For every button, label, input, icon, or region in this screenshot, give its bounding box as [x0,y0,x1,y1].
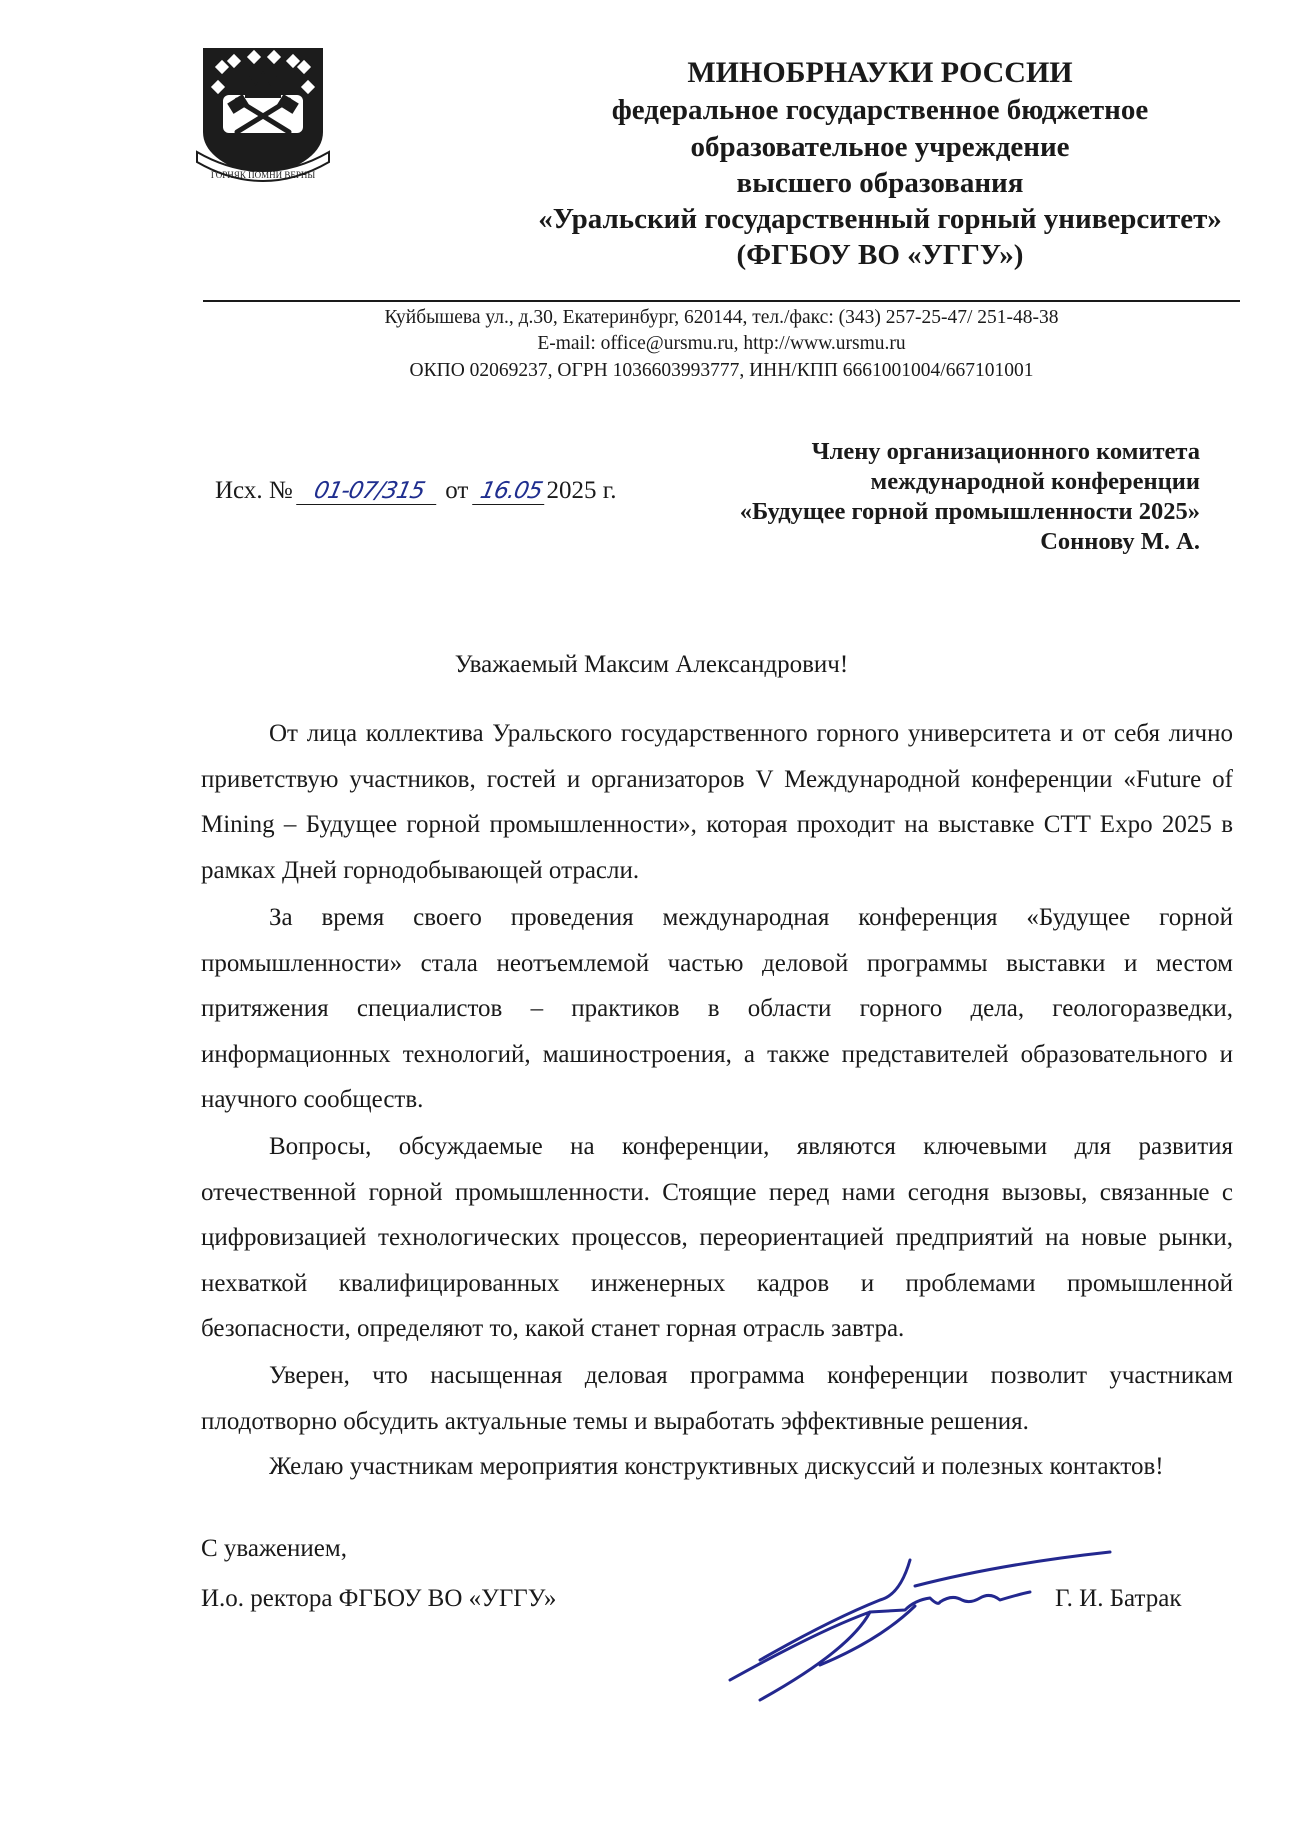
outgoing-label: Исх. № [215,477,293,504]
registration-codes-line: ОКПО 02069237, ОГРН 1036603993777, ИНН/КПП 6661001004/667101001 [409,360,1034,381]
body-paragraph: Вопросы, обсуждаемые на конференции, являются ключевыми для развития отечественной горной промышленности. Стоящие перед нами сегодня вызовы, связанные с цифровизацией технологических процессов, переориентацией предприятий на новые рынки, нехваткой квалифицированных инженерных кадров и проблемами промышленной безопасности, определяют то, какой станет горная отрасль завтра. [201,1133,1233,1342]
body-paragraph: От лица коллектива Уральского государственного горного университета и от себя лично приветствую участников, гостей и организаторов V Международной конференции «Future of Mining – Будущее горной промышленности», которая проходит на выставке CTT Expo 2025 в рамках Дней горнодобывающей отрасли. [201,720,1233,884]
body-paragraph: За время своего проведения международная конференция «Будущее горной промышленности» стала неотъемлемой частью деловой программы выставки и местом притяжения специалистов – практиков в области горного дела, геологоразведки, информационных технологий, машиностроения, а также представителей образовательного и научного сообществ. [201,904,1233,1113]
outgoing-year: 2025 г. [546,477,617,504]
body-paragraph: Уверен, что насыщенная деловая программа конференции позволит участникам плодотворно обсудить актуальные темы и выработать эффективные решения. [201,1362,1233,1435]
recipient-name: Соннову М. А. [1040,528,1200,555]
closing-regards: С уважением, [201,1535,347,1562]
handwritten-signature [700,1540,1140,1710]
recipient-line-2: международной конференции [870,468,1200,495]
institution-type-line-1: федеральное государственное бюджетное [611,94,1149,126]
signer-position: И.о. ректора ФГБОУ ВО «УГГУ» [201,1585,557,1612]
recipient-line-1: Члену организационного комитета [811,438,1200,465]
university-name: «Уральский государственный горный университет» [538,203,1222,235]
outgoing-reference [215,477,616,505]
contacts-line: E-mail: office@ursmu.ru, http://www.ursmu.ru [537,333,906,354]
emblem-motto: ГОРНЯК ПОМНИ ВЕРНЫ [210,170,316,180]
outgoing-number-handwritten: 01-07/315 [296,478,442,505]
institution-type-line-3: высшего образования [736,167,1024,199]
signer-name: Г. И. Батрак [1055,1585,1182,1612]
salutation: Уважаемый Максим Александрович! [454,651,849,678]
header-divider [203,300,1240,302]
outgoing-from-label: от [445,477,469,504]
outgoing-date-handwritten: 16.05 [472,478,550,505]
ministry-title: МИНОБРНАУКИ РОССИИ [687,56,1073,89]
body-paragraph: Желаю участникам мероприятия конструктивных дискуссий и полезных контактов! [269,1453,1164,1480]
university-abbrev: (ФГБОУ ВО «УГГУ») [736,239,1024,271]
recipient-line-3: «Будущее горной промышленности 2025» [739,498,1200,525]
address-line: Куйбышева ул., д.30, Екатеринбург, 620144, тел./факс: (343) 257-25-47/ 251-48-38 [384,307,1059,328]
institution-type-line-2: образовательное учреждение [690,131,1070,163]
university-coat-of-arms-icon [193,40,333,200]
